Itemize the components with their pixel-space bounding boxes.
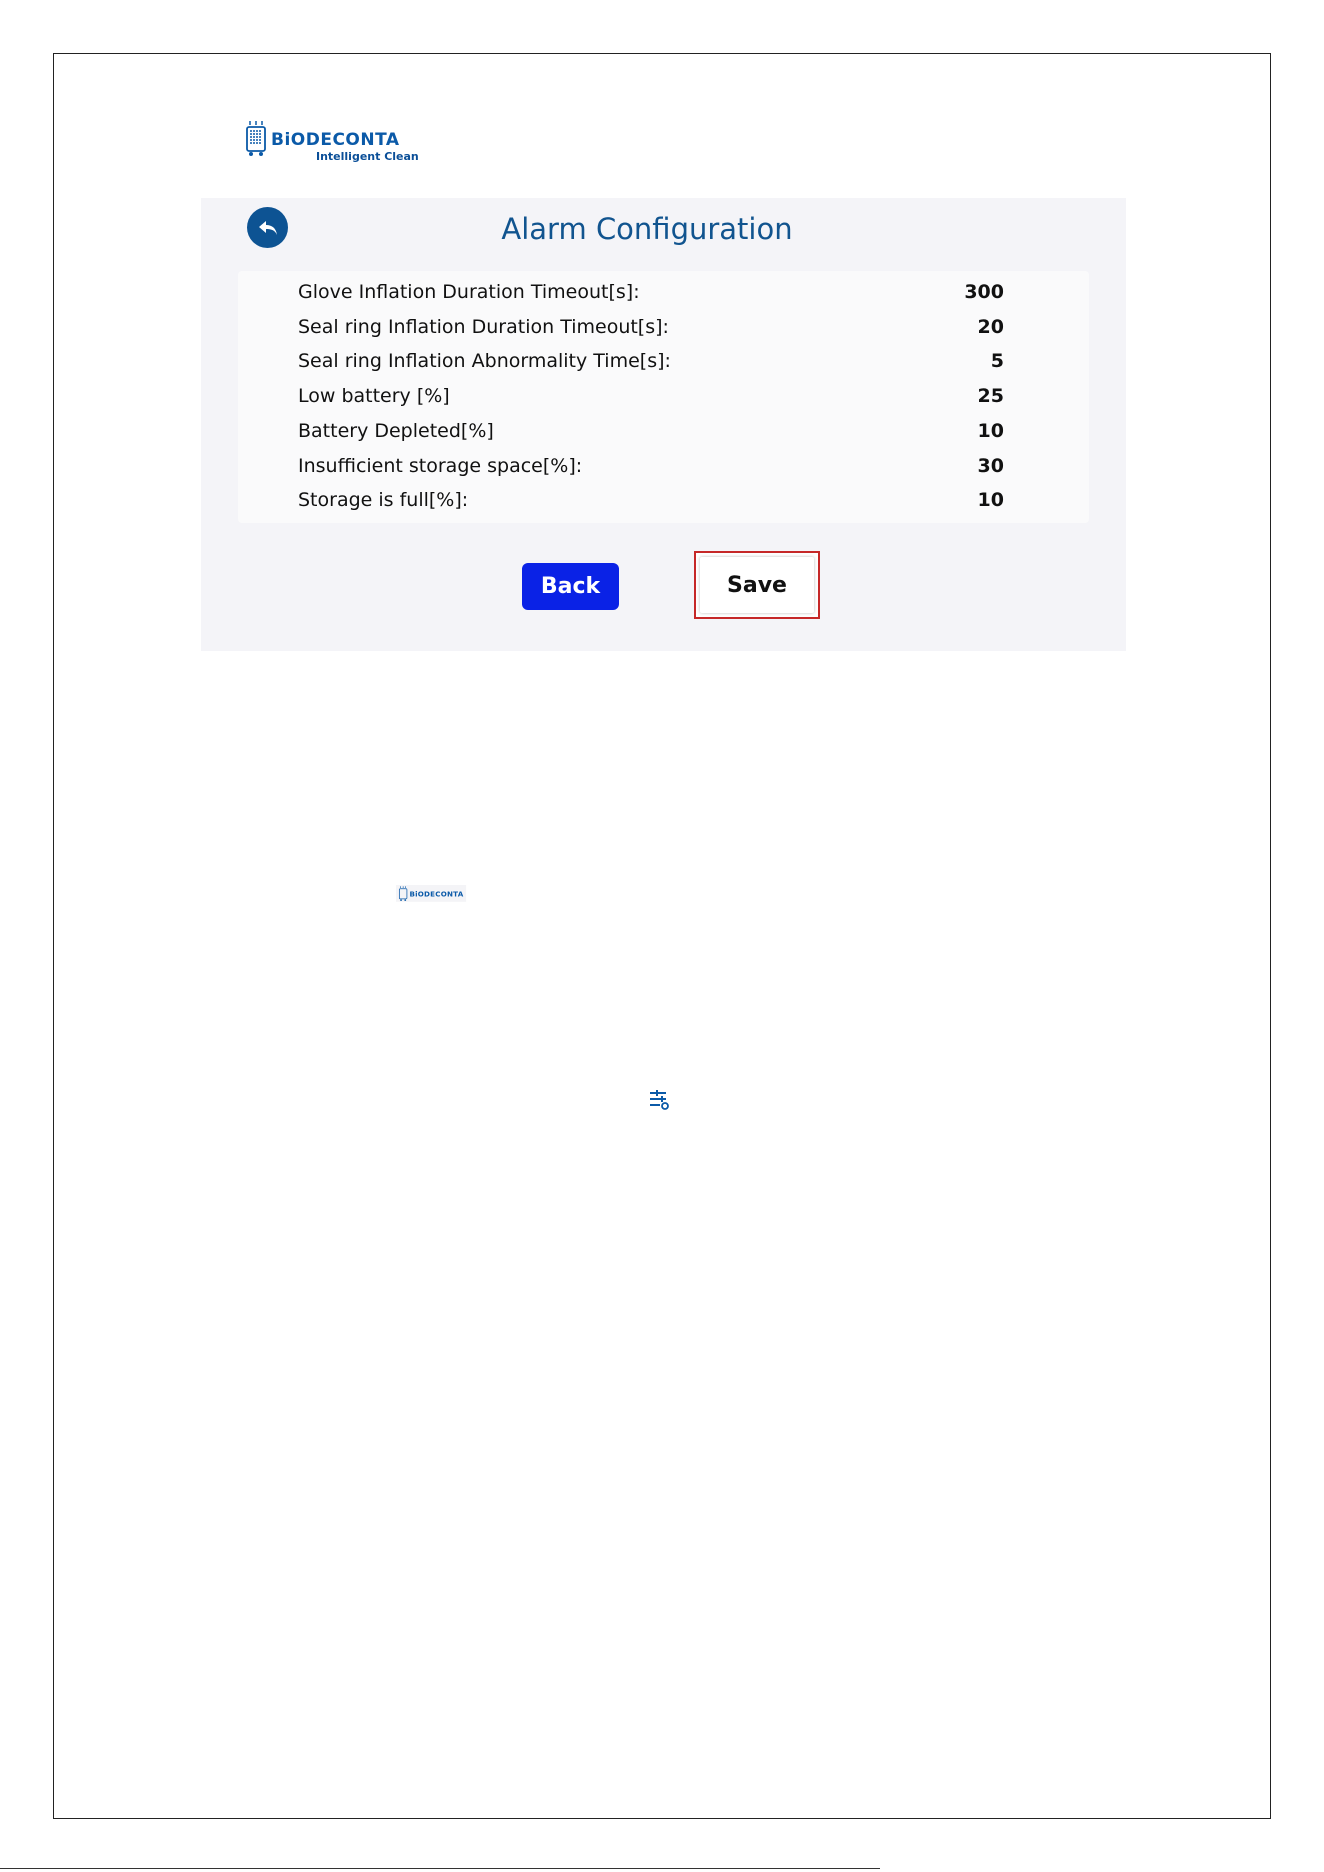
settings-row-glove-timeout <box>238 273 1089 308</box>
brand-tagline: Intelligent Clean <box>316 150 419 163</box>
footer-rule <box>0 1868 880 1869</box>
setting-label: Battery Depleted[%] <box>298 419 494 442</box>
setting-label: Seal ring Inflation Abnormality Time[s]: <box>298 350 671 373</box>
page-title: Alarm Configuration <box>501 212 793 246</box>
settings-row-seal-ring-timeout <box>238 308 1089 343</box>
setting-label: Glove Inflation Duration Timeout[s]: <box>298 281 640 303</box>
settings-row-battery-depleted <box>238 412 1089 447</box>
settings-row-insufficient-storage <box>238 447 1089 482</box>
setting-value[interactable]: 5 <box>990 350 1004 373</box>
back-arrow-icon <box>256 218 280 238</box>
settings-row-storage-full <box>238 481 1089 516</box>
settings-table <box>238 271 1089 523</box>
device-logo-icon <box>245 120 267 156</box>
brand-name: BiODECONTA <box>271 130 400 150</box>
setting-label: Seal ring Inflation Duration Timeout[s]: <box>298 315 669 338</box>
setting-value[interactable]: 300 <box>964 281 1004 303</box>
save-button-label: Save <box>727 572 787 598</box>
save-button[interactable] <box>694 551 820 619</box>
brand-logo <box>245 120 419 162</box>
setting-label: Storage is full[%]: <box>298 489 469 512</box>
setting-value[interactable]: 10 <box>977 419 1004 442</box>
sliders-settings-icon <box>648 1090 670 1110</box>
setting-value[interactable]: 10 <box>977 489 1004 512</box>
back-button[interactable]: Back <box>522 563 619 610</box>
setting-value[interactable]: 30 <box>977 454 1004 477</box>
back-icon-button[interactable] <box>247 207 288 248</box>
settings-row-low-battery <box>238 377 1089 412</box>
device-logo-icon <box>399 886 408 901</box>
brand-logo-small <box>396 885 466 902</box>
setting-label: Low battery [%] <box>298 385 450 408</box>
setting-value[interactable]: 25 <box>977 385 1004 408</box>
setting-label: Insufficient storage space[%]: <box>298 454 583 477</box>
settings-row-seal-ring-abnormality <box>238 342 1089 377</box>
brand-name-small: BiODECONTA <box>409 890 464 899</box>
setting-value[interactable]: 20 <box>977 315 1004 338</box>
